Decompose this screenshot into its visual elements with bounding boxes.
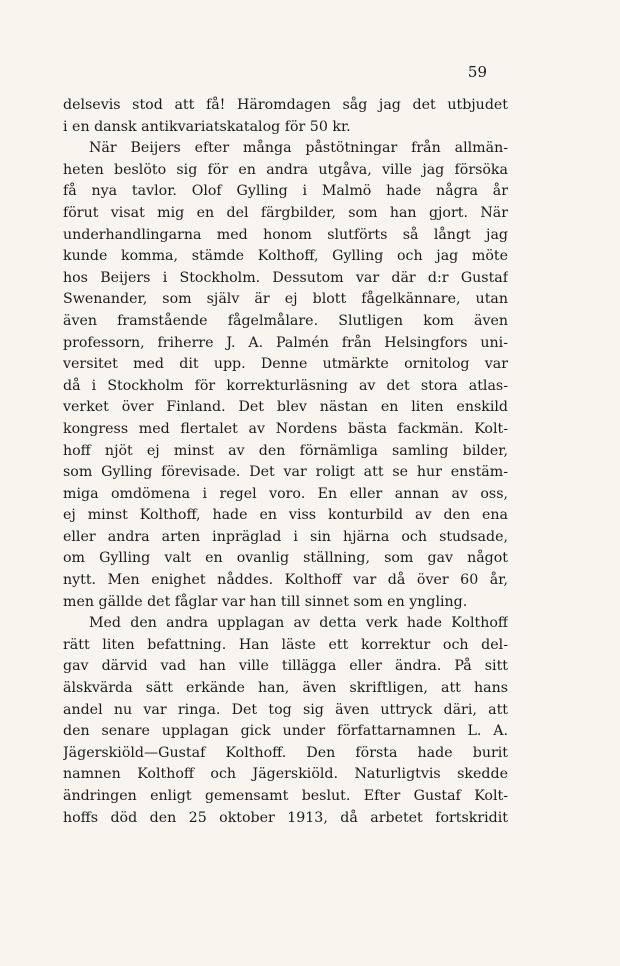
text-line: få nya tavlor. Olof Gylling i Malmö hade några år xyxy=(63,183,508,200)
text-line: den senare upplagan gick under författarnamnen L. A. xyxy=(63,723,508,740)
text-line: nytt. Men enighet nåddes. Kolthoff var då över 60 år, xyxy=(63,572,508,589)
page-number: 59 xyxy=(467,63,487,81)
text-line: om Gylling valt en ovanlig ställning, som gav något xyxy=(63,550,508,567)
text-line: Med den andra upplagan av detta verk hade Kolthoff xyxy=(89,615,508,632)
text-line: Swenander, som själv är ej blott fågelkännare, utan xyxy=(63,291,508,308)
text-line: versitet med dit upp. Denne utmärkte ornitolog var xyxy=(63,356,508,373)
text-line: kunde komma, stämde Kolthoff, Gylling och jag möte xyxy=(63,248,508,265)
body-text xyxy=(63,95,508,829)
text-line: i en dansk antikvariatskatalog för 50 kr. xyxy=(63,118,351,135)
text-line: När Beijers efter många påstötningar från allmän- xyxy=(89,140,508,157)
text-line: miga omdömena i regel voro. En eller annan av oss, xyxy=(63,485,508,502)
text-line: heten beslöto sig för en andra utgåva, ville jag försöka xyxy=(63,161,508,178)
text-line: ändringen enligt gemensamt beslut. Efter Gustaf Kolt- xyxy=(63,788,508,804)
text-line: förut visat mig en del färgbilder, som han gjort. När xyxy=(63,204,508,221)
text-line: då i Stockholm för korrekturläsning av det stora atlas- xyxy=(63,377,508,394)
text-line: verket över Finland. Det blev nästan en liten enskild xyxy=(63,399,508,416)
text-line: gav därvid vad han ville tillägga eller ändra. På sitt xyxy=(63,658,508,675)
text-line: hos Beijers i Stockholm. Dessutom var där d:r Gustaf xyxy=(63,269,508,286)
text-line: Jägerskiöld—Gustaf Kolthoff. Den första hade burit xyxy=(63,744,508,761)
text-line: även framstående fågelmålare. Slutligen kom även xyxy=(63,312,508,329)
text-line: älskvärda sätt erkände han, även skriftligen, att hans xyxy=(63,680,508,697)
text-line: professorn, friherre J. A. Palmén från Helsingfors uni- xyxy=(63,334,508,351)
text-line: delsevis stod att få! Häromdagen såg jag det utbjudet xyxy=(63,97,508,113)
text-line: hoffs död den 25 oktober 1913, då arbetet fortskridit xyxy=(63,809,508,826)
text-line: kongress med flertalet av Nordens bästa fackmän. Kolt- xyxy=(63,420,508,437)
text-line: underhandlingarna med honom slutförts så långt jag xyxy=(63,226,508,243)
text-line: men gällde det fåglar var han till sinnet som en yngling. xyxy=(63,593,468,610)
text-line: namnen Kolthoff och Jägerskiöld. Naturligtvis skedde xyxy=(63,766,508,783)
text-line: andel nu var ringa. Det tog sig även uttryck däri, att xyxy=(63,701,508,718)
text-line: ej minst Kolthoff, hade en viss konturbild av den ena xyxy=(63,507,508,524)
text-line: som Gylling förevisade. Det var roligt att se hur enstäm- xyxy=(63,464,508,481)
text-line: rätt liten befattning. Han läste ett korrektur och del- xyxy=(63,636,508,653)
text-line: eller andra arten inpräglad i sin hjärna och studsade, xyxy=(63,528,508,545)
text-line: hoff njöt ej minst av den förnämliga samling bilder, xyxy=(63,442,508,459)
